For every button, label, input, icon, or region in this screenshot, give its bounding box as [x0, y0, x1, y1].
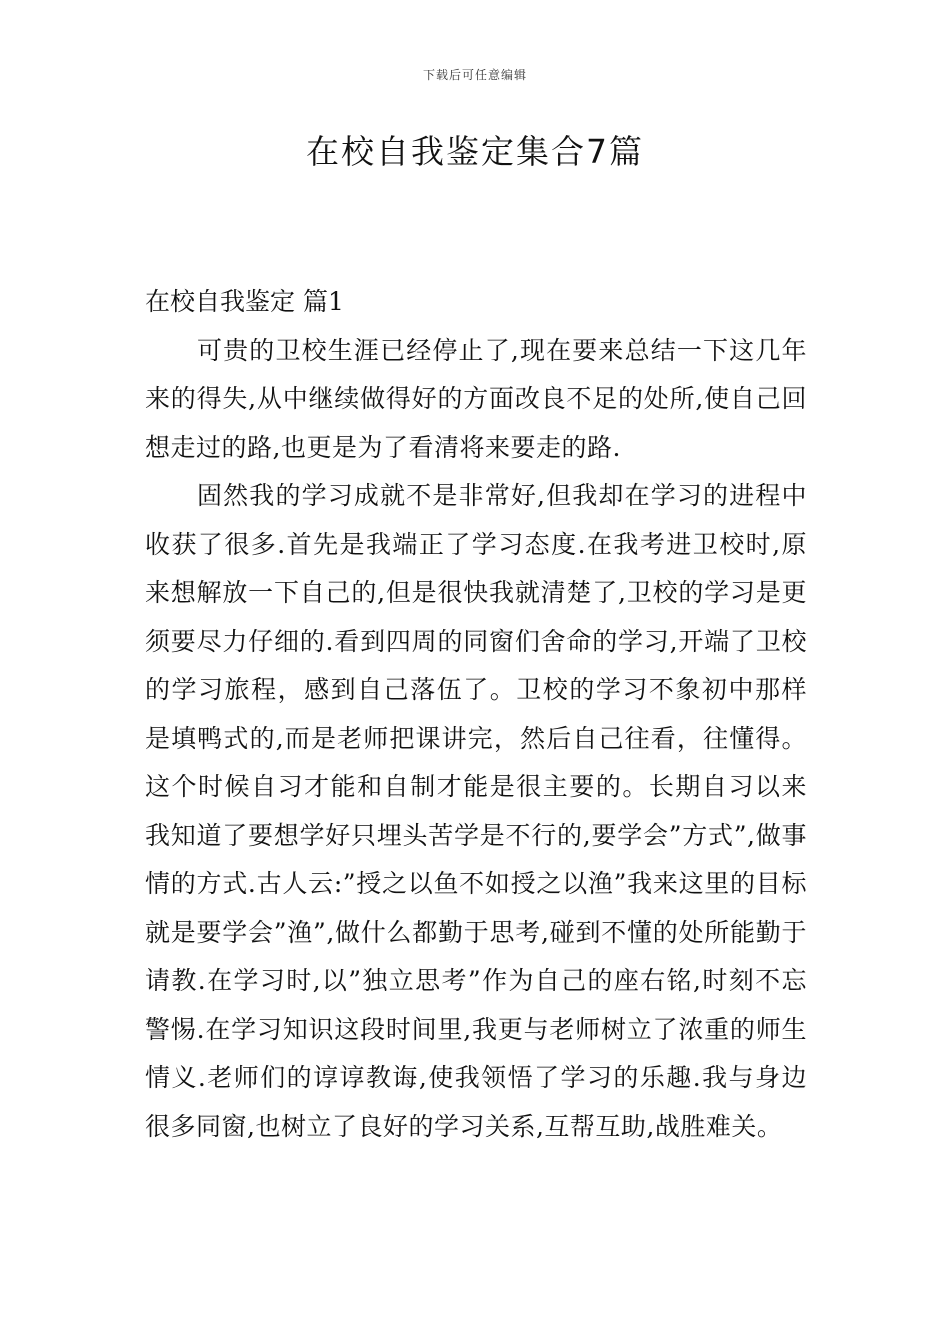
document-title: 在校自我鉴定集合7篇: [306, 132, 644, 171]
body-paragraph: 固然我的学习成就不是非常好,但我却在学习的进程中收获了很多.首先是我端正了学习态度.在我考进卫校时,原来想解放一下自己的,但是很快我就清楚了,卫校的学习是更须要尽力仔细的.看到四周的同窗们舍命的学习,开端了卫校的学习旅程，感到自己落伍了。卫校的学习不象初中那样是填鸭式的,而是老师把课讲完，然后自己往看，往懂得。这个时候自习才能和自制才能是很主要的。长期自习以来我知道了要想学好只埋头苦学是不行的,要学会”方式”,做事情的方式.古人云:”授之以鱼不如授之以渔”我来这里的目标就是要学会”渔”,做什么都勤于思考,碰到不懂的处所能勤于请教.在学习时,以”独立思考”作为自己的座右铭,时刻不忘警惕.在学习知识这段时间里,我更与老师树立了浓重的师生情义.老师们的谆谆教诲,使我领悟了学习的乐趣.我与身边很多同窗,也树立了良好的学习关系,互帮互助,战胜难关。: [145, 481, 807, 1141]
header-note: 下载后可任意编辑: [422, 68, 527, 82]
body-paragraph: 可贵的卫校生涯已经停止了,现在要来总结一下这几年来的得失,从中继续做得好的方面改良不足的处所,使自己回想走过的路,也更是为了看清将来要走的路.: [145, 335, 807, 462]
document-body: [145, 278, 807, 1151]
section-heading: 在校自我鉴定 篇1: [145, 287, 344, 316]
